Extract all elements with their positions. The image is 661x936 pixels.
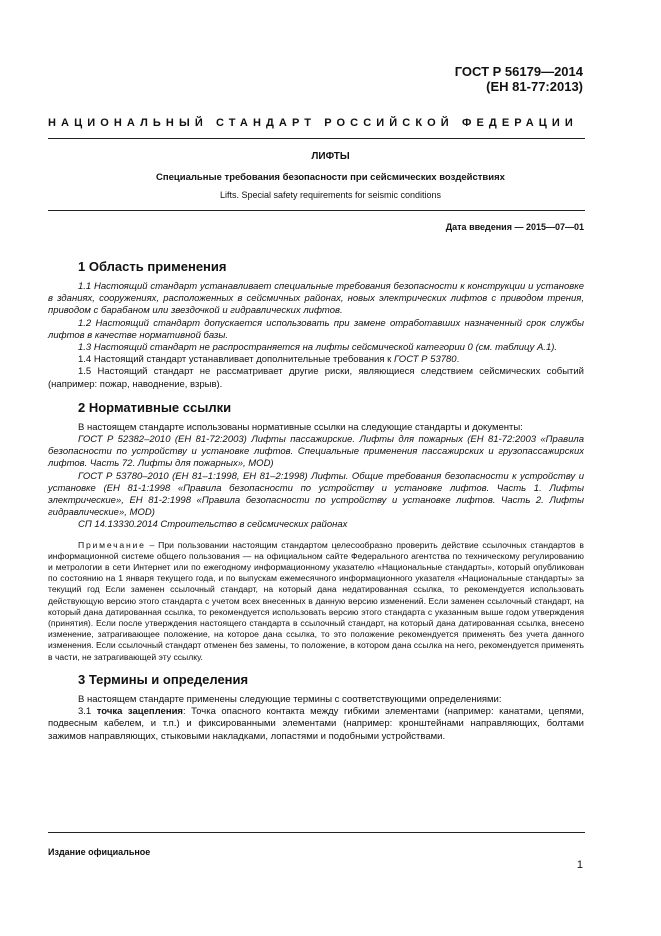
- standard-code: [455, 64, 583, 94]
- clause-3-1: [48, 706, 584, 743]
- official-edition-label: Издание официальное: [48, 847, 151, 857]
- section-3-heading: 3 Термины и определения: [78, 671, 249, 687]
- document-body: [48, 258, 584, 743]
- page-number: 1: [576, 859, 583, 871]
- document-title-english: Lifts. Special safety requirements for seismic conditions: [219, 190, 442, 200]
- clause-1-1: 1.1 Настоящий стандарт устанавливает специальные требования безопасности к конструкции и установке в зданиях, сооружениях, расположенных в сейсмичных районах, новых электрических лифтов с приводом трения, приводом с барабаном или звездочкой и гидравлических лифтов.: [48, 281, 584, 317]
- note-label: Примечание: [78, 539, 146, 550]
- title-divider: [48, 210, 585, 211]
- section-2-heading: 2 Нормативные ссылки: [78, 399, 232, 415]
- normative-note: [48, 540, 584, 663]
- clause-3-1-number: 3.1: [78, 706, 97, 718]
- clause-3-1-definition: : Точка опасного контакта между гибкими элементами (например: канатами, цепями, подвесным кабелем, и т.п.) и фиксированными элементами (например: кронштейнами направляющих, болтами зажимов направляющих, стыковыми накладками, лопастями и подобными устройствами.: [48, 706, 584, 742]
- reference-gost-53780: ГОСТ Р 53780–2010 (ЕН 81–1:1998, ЕН 81–2:1998) Лифты. Общие требования безопасности к устройству и установке (ЕН 81-1:1998 «Правила безопасности по устройству и установке лифтов. Часть 1. Лифты электрические», ЕН 81-2:1998 «Правила безопасности по устройству и установке лифтов. Часть 2. Лифты гидравлические», MOD): [48, 470, 584, 519]
- section-3-intro: В настоящем стандарте применены следующие термины с соответствующими определениями:: [78, 693, 502, 705]
- section-2-intro: В настоящем стандарте использованы нормативные ссылки на следующие стандарты и документы:: [78, 421, 523, 433]
- document-title: ЛИФТЫ: [311, 151, 350, 162]
- clause-1-2: 1.2 Настоящий стандарт допускается использовать при замене отработавших назначенный срок службы лифтов в качестве нормативной базы.: [48, 317, 584, 341]
- introduction-date: Дата введения — 2015—07—01: [445, 222, 584, 232]
- clause-1-4-reference: ГОСТ Р 53780: [393, 354, 457, 366]
- clause-1-5: 1.5 Настоящий стандарт не рассматривает другие риски, являющиеся следствием сейсмических событий (например: пожар, наводнение, взрыв).: [48, 366, 584, 390]
- clause-1-4: [48, 354, 584, 366]
- document-subtitle: Специальные требования безопасности при сейсмических воздействиях: [156, 172, 505, 183]
- section-1-heading: 1 Область применения: [78, 259, 227, 274]
- clause-1-3: 1.3 Настоящий стандарт не распространяется на лифты сейсмической категории 0 (см. таблицу А.1).: [78, 342, 558, 354]
- national-standard-title: НАЦИОНАЛЬНЫЙ СТАНДАРТ РОССИЙСКОЙ ФЕДЕРАЦИИ: [48, 117, 578, 129]
- header-divider: [48, 138, 585, 139]
- clause-3-1-term: точка зацепления: [96, 706, 183, 718]
- note-text: – При пользовании настоящим стандартом целесообразно проверить действие ссылочных стандартов в информационной системе общего пользования — на официальном сайте Федерального агентства по техническому регулированию и метрологии в сети Интернет или по ежегодному информационному указателю «Национальные стандарты», который опубликован по состоянию на 1 января текущего года, и по выпускам ежемесячного информационного указателя «Национальные стандарты» за текущий год Если заменен ссылочный стандарт, на который дана недатированная ссылка, то рекомендуется использовать действующую версию этого стандарта с учетом всех внесенных в данную версию изменений. Если заменен ссылочный стандарт, на который дана датированная ссылка, то рекомендуется использовать версию этого стандарта с указанным выше годом утверждения (принятия). Если после утверждения настоящего стандарта в ссылочный стандарт, на который дана датированная ссылка, внесено изменение, затрагивающее положение, на которое дана ссылка, то это положение рекомендуется применять без учета данного изменения. Если ссылочный стандарт отменен без замены, то положение, в котором дана ссылка на него, рекомендуется применять в части, не затрагивающей эту ссылку.: [48, 539, 584, 662]
- reference-sp-14-13330: СП 14.13330.2014 Строительство в сейсмических районах: [78, 519, 348, 531]
- standard-code-line1: ГОСТ Р 56179—2014: [454, 64, 583, 79]
- clause-1-4-end: .: [456, 354, 460, 366]
- footer-divider: [48, 832, 585, 833]
- reference-gost-52382: ГОСТ Р 52382–2010 (ЕН 81-72:2003) Лифты пассажирские. Лифты для пожарных (ЕН 81-72:2003 «Правила безопасности по устройству и установке лифтов. Специальные применения пассажирских и грузопассажирских лифтов. Часть 72. Лифты для пожарных», MOD): [48, 434, 584, 470]
- standard-code-line2: (ЕН 81-77:2013): [486, 79, 583, 94]
- clause-1-4-text: 1.4 Настоящий стандарт устанавливает дополнительные требования к: [78, 354, 394, 366]
